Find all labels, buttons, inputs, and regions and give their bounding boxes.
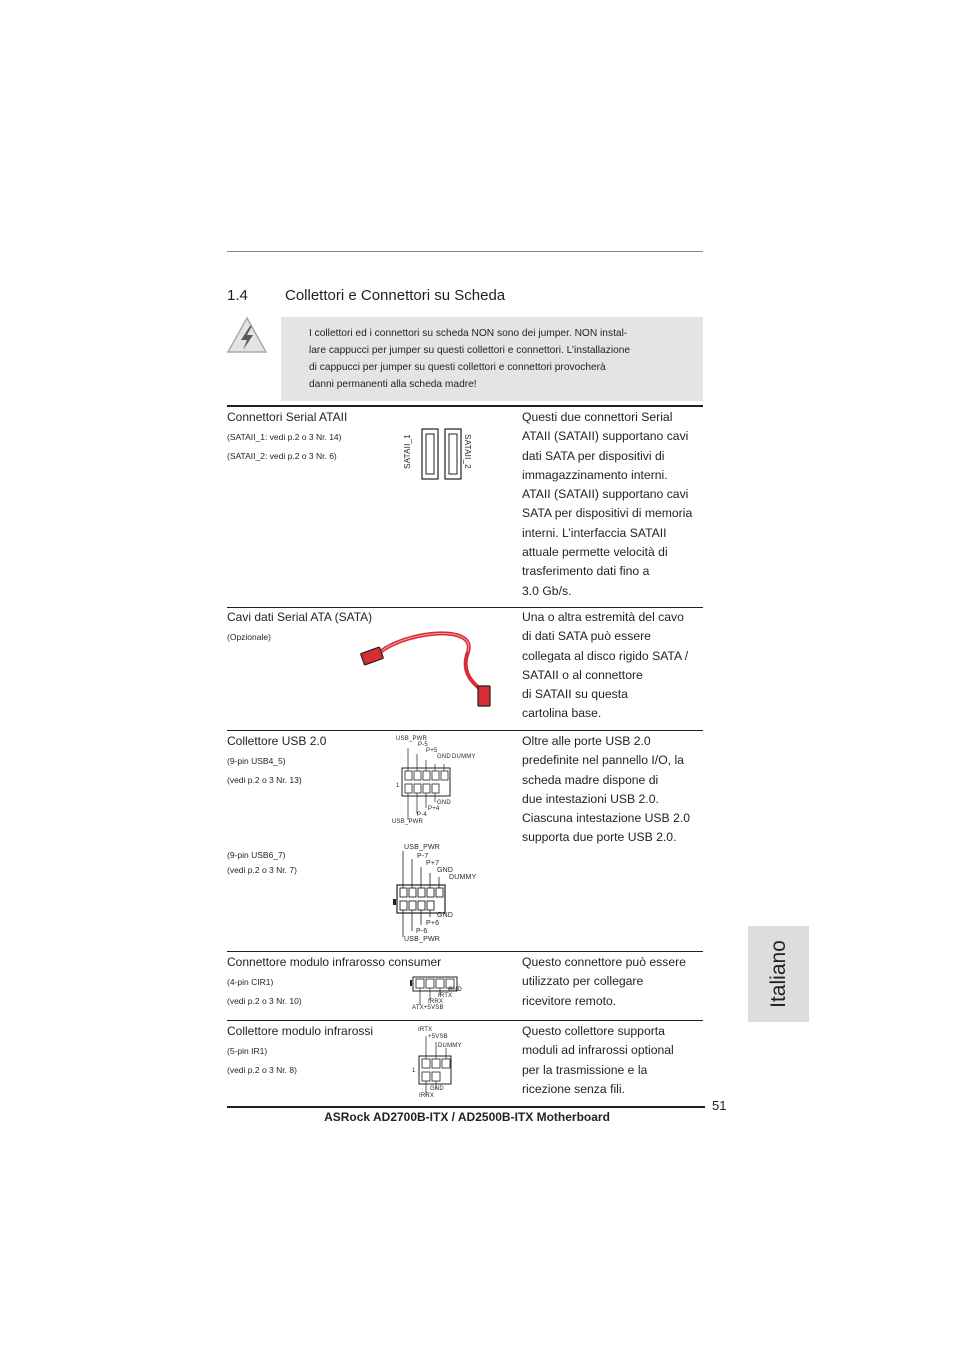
warning-text: I collettori ed i connettori su scheda NON sono dei jumper. NON instal- lare cappucci per jumper su questi collettori e connettori. L’installazione di cappucci per jumper su questi collettori e connettori provocherà danni permanenti alla scheda madre!: [309, 328, 631, 390]
divider: [227, 951, 703, 952]
divider: [227, 1020, 703, 1021]
warning-icon: [226, 316, 268, 354]
item-desc-sata: Questi due connettori Serial ATAII (SATAII) supportano cavi dati SATA per dispositivi di immagazzinamento interni. ATAII (SATAII) supportano cavi SATA per dispositivi di memoria interni. L’interfaccia SATAII attuale permette velocità di trasferimento dati fino a 3.0 Gb/s.: [522, 410, 693, 598]
footer-text: ASRock AD2700B-ITX / AD2500B-ITX Motherboard: [324, 1110, 610, 1124]
usb-pin-label: DUMMY: [452, 754, 476, 760]
sata-cable-image: [358, 632, 498, 710]
section-title: Collettori e Connettori su Scheda: [285, 287, 506, 304]
item-title-usb: Collettore USB 2.0: [227, 734, 327, 748]
usb-pin-label: GND: [437, 754, 451, 760]
divider: [227, 405, 703, 407]
item-sub: (Opzionale): [227, 632, 271, 642]
sata1-label: SATAII_1: [402, 434, 412, 469]
item-desc-cable: Una o altra estremità del cavo di dati SATA può essere collegata al disco rigido SATA / SATAII o al connettore di SATAII su questa cartolina base.: [522, 610, 689, 721]
pin1-marker: 1: [396, 783, 400, 789]
usb-pin-label: USB_PWR: [404, 936, 441, 943]
cir-pin-label: IRTX: [438, 993, 453, 999]
usb-pin-label: P-5: [418, 742, 428, 748]
ir-pin-label: IRRX: [419, 1093, 435, 1099]
item-desc-ir: Questo collettore supporta moduli ad infrarossi optional per la trasmissione e la ricezione senza fili.: [522, 1024, 674, 1096]
item-sub: (vedi p.2 o 3 Nr. 7): [227, 865, 297, 875]
item-sub: (vedi p.2 o 3 Nr. 13): [227, 775, 302, 785]
ir-pin-label: GND: [430, 1086, 444, 1092]
ir-pin-label: DUMMY: [438, 1043, 462, 1049]
cir-pin-label: GND: [448, 987, 462, 993]
sata2-label: SATAII_2: [462, 434, 472, 469]
item-desc-usb: Oltre alle porte USB 2.0 predefinite nel pannello I/O, la scheda madre dispone di due intestazioni USB 2.0. Ciascuna intestazione USB 2.0 supporta due porte USB 2.0.: [522, 734, 691, 845]
ir-pin-label: +5VSB: [428, 1034, 448, 1040]
usb-pin-label: P+7: [426, 860, 440, 867]
divider: [227, 730, 703, 731]
item-sub: (vedi p.2 o 3 Nr. 8): [227, 1065, 297, 1075]
item-desc-cir: Questo connettore può essere utilizzato per collegare ricevitore remoto.: [522, 955, 686, 1008]
usb-pin-label: GND: [437, 800, 451, 806]
usb-pin-label: USB_PWR: [404, 844, 441, 851]
item-sub: (SATAII_1: vedi p.2 o 3 Nr. 14): [227, 432, 342, 442]
item-title-ir: Collettore modulo infrarossi: [227, 1024, 374, 1038]
cir-pin-label: IRRX: [428, 999, 444, 1005]
usb-pin-label: P-4: [417, 812, 427, 818]
usb-pin-label: P-6: [416, 928, 428, 935]
footer-rule: [227, 1106, 705, 1108]
top-rule: [227, 251, 703, 252]
item-sub: (9-pin USB6_7): [227, 850, 286, 860]
item-title-cir: Connettore modulo infrarosso consumer: [227, 955, 442, 969]
usb-pin-label: USB_PWR: [396, 736, 428, 742]
item-sub: (9-pin USB4_5): [227, 756, 286, 766]
item-title-cable: Cavi dati Serial ATA (SATA): [227, 610, 373, 624]
item-sub: (SATAII_2: vedi p.2 o 3 Nr. 6): [227, 451, 337, 461]
usb-pin-label: P-7: [417, 853, 429, 860]
pin1-marker: 1: [412, 1068, 416, 1074]
ir-pin-label: IRTX: [418, 1027, 433, 1033]
usb-pin-label: P+5: [426, 748, 438, 754]
item-sub: (4-pin CIR1): [227, 977, 274, 987]
usb-pin-label: GND: [437, 912, 454, 919]
page-number: 51: [712, 1098, 727, 1113]
language-tab-label: Italiano: [766, 940, 790, 1008]
section-number: 1.4: [227, 287, 248, 304]
warning-box: [281, 317, 703, 401]
cir-pin-label: ATX+5VSB: [412, 1005, 444, 1011]
usb-pin-label: P+4: [428, 806, 440, 812]
item-sub: (5-pin IR1): [227, 1046, 268, 1056]
usb-pin-label: USB_PWR: [392, 819, 424, 825]
item-title-sata: Connettori Serial ATAII: [227, 410, 348, 424]
usb-pin-label: P+6: [426, 920, 440, 927]
usb-pin-label: DUMMY: [449, 874, 477, 881]
language-tab: [748, 926, 809, 1022]
item-sub: (vedi p.2 o 3 Nr. 10): [227, 996, 302, 1006]
usb-pin-label: GND: [437, 867, 454, 874]
